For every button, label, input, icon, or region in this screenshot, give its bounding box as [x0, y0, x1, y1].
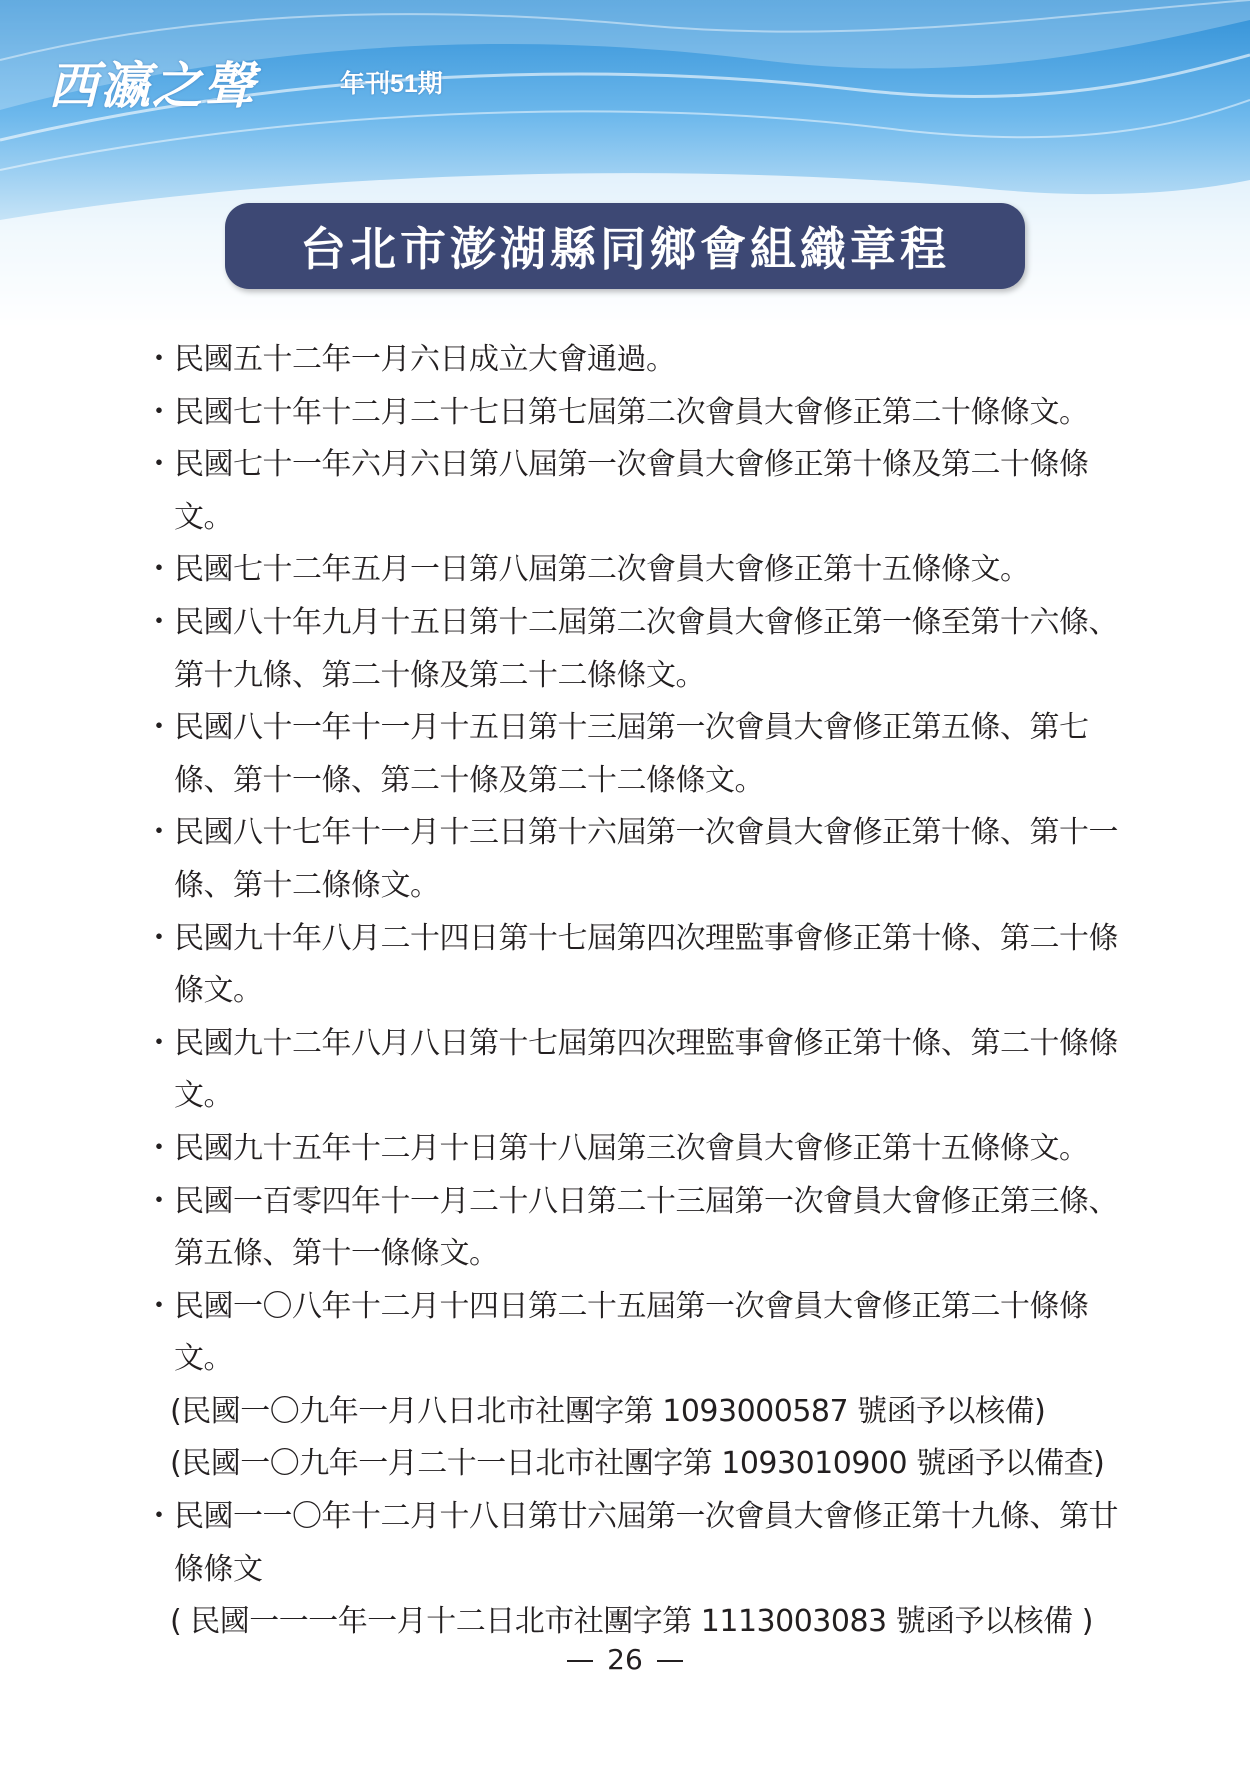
approval-note: (民國一〇九年一月二十一日北市社團字第 1093010900 號函予以備查): [170, 1446, 1105, 1482]
bullet-mark: ・: [144, 710, 174, 746]
entry-text: 民國七十一年六月六日第八屆第一次會員大會修正第十條及第二十條條文。: [174, 447, 1089, 535]
list-item: [140, 1176, 1120, 1281]
entry-text: 民國七十二年五月一日第八屆第二次會員大會修正第十五條條文。: [174, 552, 1030, 588]
bullet-mark: ・: [144, 1130, 174, 1166]
dash-left: [567, 1660, 593, 1662]
entry-text: 民國一〇八年十二月十四日第二十五屆第一次會員大會修正第二十條條文。: [174, 1288, 1089, 1377]
list-item: [140, 702, 1120, 807]
amendment-history-list: [140, 334, 1120, 1649]
bullet-mark: ・: [144, 604, 174, 640]
entry-text: 民國八十一年十一月十五日第十三屆第一次會員大會修正第五條、第七條、第十一條、第二十條及第二十二條條文。: [174, 710, 1089, 798]
entry-text: 民國七十年十二月二十七日第七屆第二次會員大會修正第二十條條文。: [174, 394, 1089, 430]
entry-text: 民國九十年八月二十四日第十七屆第四次理監事會修正第十條、第二十條條文。: [174, 920, 1118, 1009]
bullet-mark: ・: [144, 1288, 174, 1324]
entry-text: 民國一一〇年十二月十八日第廿六屆第一次會員大會修正第十九條、第廿條條文: [174, 1499, 1118, 1587]
bullet-mark: ・: [144, 1183, 174, 1219]
bullet-mark: ・: [144, 552, 174, 588]
list-item: [140, 387, 1120, 440]
list-item: [140, 597, 1120, 702]
list-item: [140, 544, 1120, 597]
entry-text: 民國五十二年一月六日成立大會通過。: [174, 342, 676, 377]
entry-text: 民國九十五年十二月十日第十八屆第三次會員大會修正第十五條條文。: [174, 1130, 1089, 1166]
bullet-mark: ・: [144, 447, 174, 483]
entry-text: 民國一百零四年十一月二十八日第二十三屆第一次會員大會修正第三條、第五條、第十一條條文。: [174, 1183, 1118, 1272]
dash-right: [657, 1660, 683, 1662]
page-number: 26: [607, 1643, 643, 1676]
list-item: [140, 439, 1120, 544]
list-item: [140, 807, 1120, 912]
title-banner: [225, 203, 1025, 289]
page-title: 台北市澎湖縣同鄉會組織章程: [300, 222, 950, 276]
entry-text: 民國八十年九月十五日第十二屆第二次會員大會修正第一條至第十六條、第十九條、第二十條及第二十二條條文。: [174, 604, 1118, 693]
entry-text: 民國八十七年十一月十三日第十六屆第一次會員大會修正第十條、第十一條、第十二條條文。: [174, 815, 1118, 903]
list-item: [140, 1018, 1120, 1123]
entry-text: 民國九十二年八月八日第十七屆第四次理監事會修正第十條、第二十條條文。: [174, 1025, 1118, 1114]
page-number-footer: [0, 1643, 1250, 1676]
list-item: [140, 1281, 1120, 1491]
list-item: [140, 1123, 1120, 1176]
bullet-mark: ・: [144, 815, 174, 851]
list-item: [140, 1491, 1120, 1649]
list-item: [140, 913, 1120, 1018]
issue-label: 年刊51期: [340, 70, 443, 98]
masthead-logo-text: 西瀛之聲: [48, 56, 256, 115]
bullet-mark: ・: [144, 920, 174, 956]
approval-note: ( 民國一一一年一月十二日北市社團字第 1113003083 號函予以核備 ): [170, 1604, 1093, 1640]
list-item: [140, 334, 1120, 387]
bullet-mark: ・: [144, 342, 174, 377]
bullet-mark: ・: [144, 1025, 174, 1061]
bullet-mark: ・: [144, 1499, 174, 1535]
bullet-mark: ・: [144, 394, 174, 430]
approval-note: (民國一〇九年一月八日北市社團字第 1093000587 號函予以核備): [170, 1393, 1046, 1429]
